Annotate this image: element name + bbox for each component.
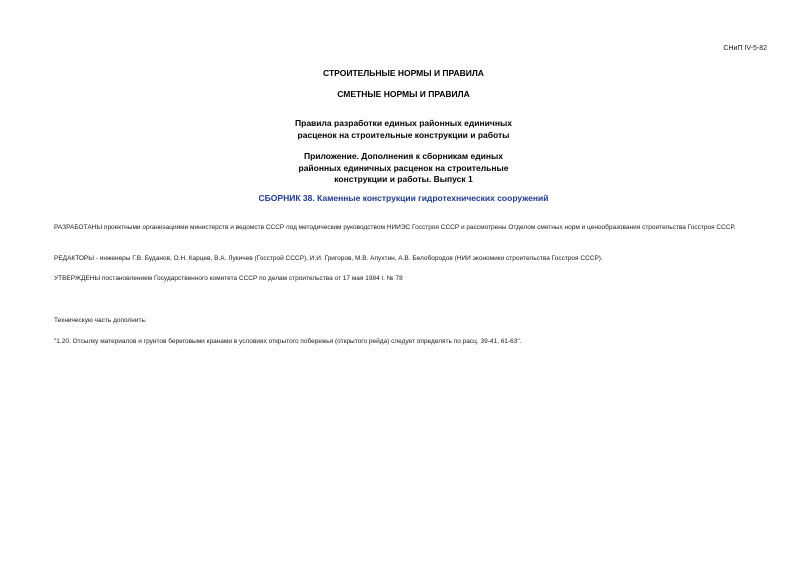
appendix-title	[0, 151, 807, 186]
collection-title: СБОРНИК 38. Каменные конструкции гидротехнических сооружений	[258, 193, 549, 203]
appendix-title-line-3: конструкции и работы. Выпуск 1	[334, 174, 473, 184]
main-title: СТРОИТЕЛЬНЫЕ НОРМЫ И ПРАВИЛА	[323, 68, 484, 78]
appendix-title-line-2: районных единичных расценок на строительные	[298, 162, 509, 173]
subtitle: СМЕТНЫЕ НОРМЫ И ПРАВИЛА	[337, 89, 470, 99]
tech-part-paragraph: Техническую часть дополнить:	[54, 317, 147, 324]
document-code: СНиП IV-5-82	[723, 45, 767, 52]
rules-title-line-2: расценок на строительные конструкции и работы	[297, 130, 510, 140]
developed-paragraph: РАЗРАБОТАНЫ проектными организациями министерств и ведомств СССР под методическим руководством НИИЭС Госстроя СССР и рассмотрены Отделом сметных норм и ценообразования строительства Госстроя СССР.	[54, 224, 736, 231]
rules-title	[0, 117, 807, 141]
clause-paragraph: "1.20. Отсылку материалов и грунтов береговыми кранами в условиях открытого побережья (открытого рейда) следует определять по расц. 39-41, 61-63".	[54, 338, 522, 345]
approved-paragraph: УТВЕРЖДЕНЫ постановлением Государственного комитета СССР по делам строительства от 17 мая 1984 г. № 78	[54, 275, 403, 282]
editors-paragraph: РЕДАКТОРЫ - инженеры Г.В. Буданов, О.Н. Карцев, В.А. Лукичев (Госстрой СССР), И.И. Григоров, М.В. Апухтин, А.В. Белобородов (НИИ экономики строительства Госстроя СССР).	[54, 255, 603, 262]
rules-title-line-1: Правила разработки единых районных единичных	[295, 118, 512, 128]
appendix-title-line-1: Приложение. Дополнения к сборникам единых	[303, 151, 504, 161]
